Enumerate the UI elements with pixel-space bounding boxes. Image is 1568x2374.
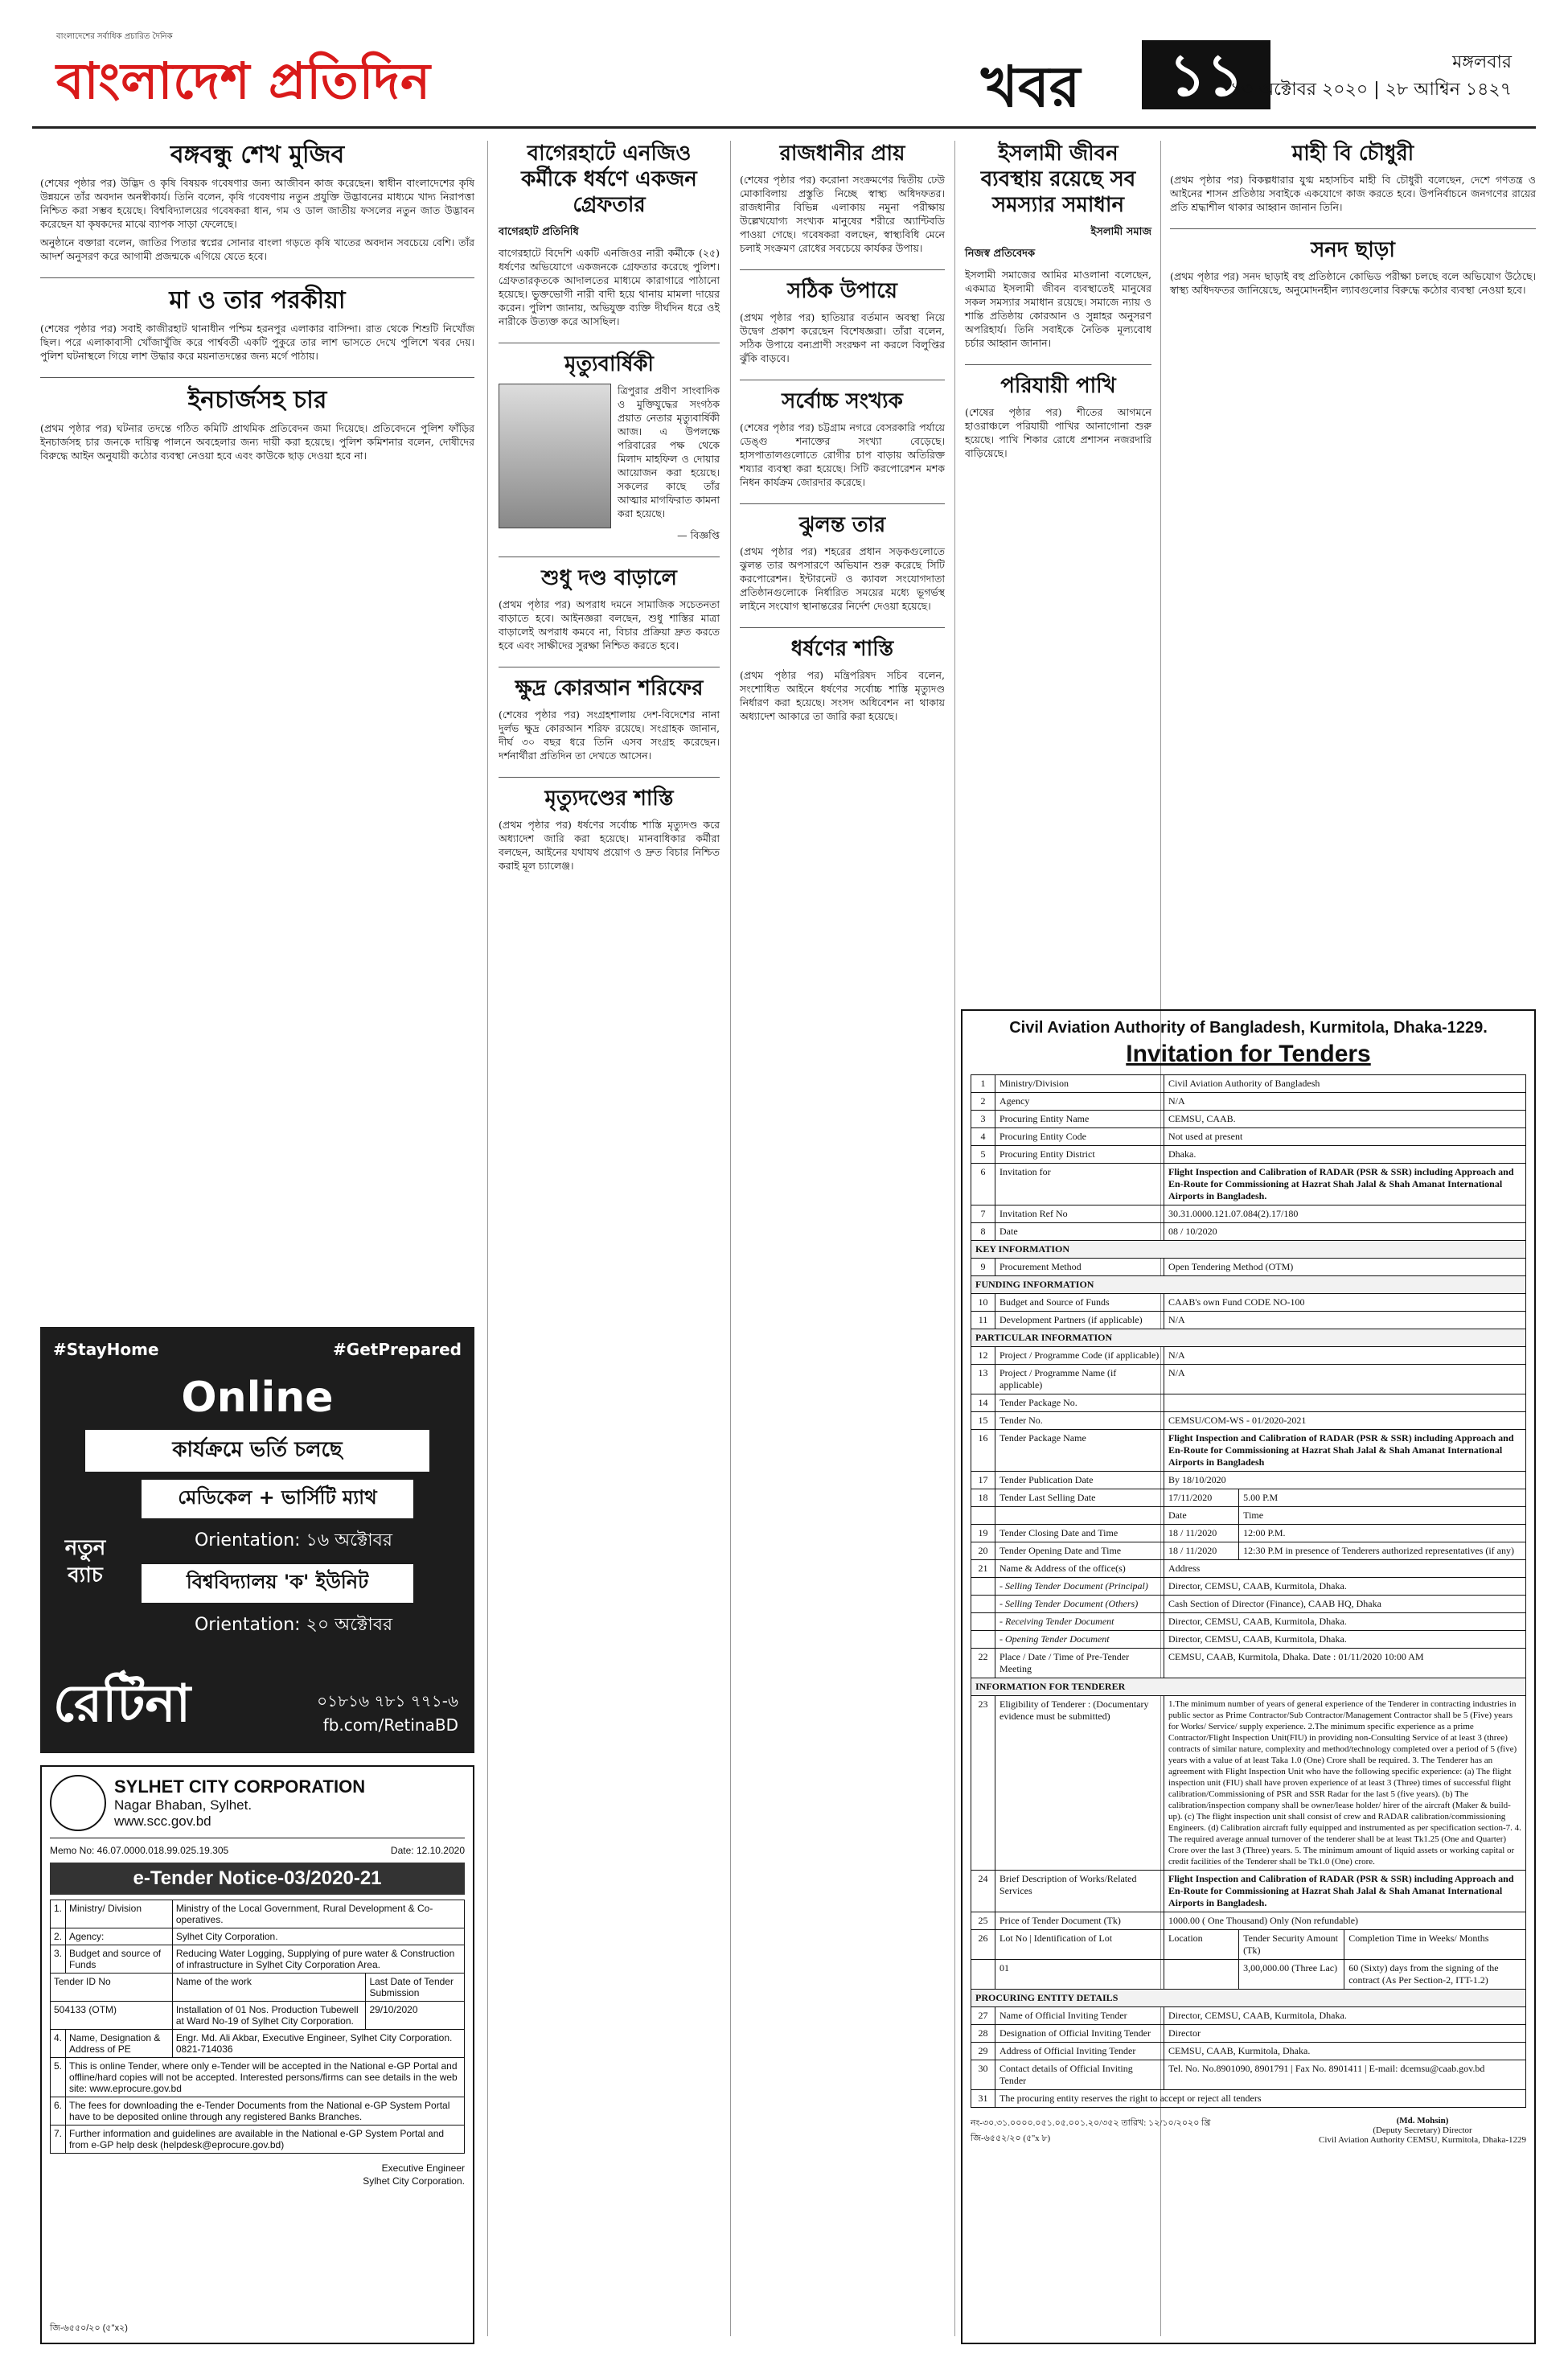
row-value: Sylhet City Corporation. xyxy=(172,1928,464,1945)
row-value: CEMSU/COM-WS - 01/2020-2021 xyxy=(1164,1412,1526,1430)
row-number: 5 xyxy=(971,1146,995,1164)
article-headline[interactable]: বাগেরহাটে এনজিও কর্মীকে ধর্ষণে একজন গ্রেফতার xyxy=(521,142,697,217)
completion-header: Completion Time in Weeks/ Months xyxy=(1344,1930,1526,1960)
divider xyxy=(740,269,945,270)
note: The fees for downloading the e-Tender Documents from the National e-GP System Portal have to be deposited online through any registered Banks Branches. xyxy=(66,2097,465,2126)
table-row xyxy=(971,1223,1526,1241)
table-row xyxy=(51,2002,465,2030)
office-address: Cash Section of Director (Finance), CAAB HQ, Dhaka xyxy=(1164,1596,1526,1613)
sylhet-tender-notice xyxy=(40,1765,474,2344)
row-label: Name, Designation & Address of PE xyxy=(66,2030,173,2058)
row-value: CEMSU, CAAB. xyxy=(1164,1111,1526,1128)
signer-title: (Deputy Secretary) Director xyxy=(1373,2126,1472,2135)
row-number: 4 xyxy=(971,1128,995,1146)
article-body: (শেষের পৃষ্ঠার পর) করোনা সংক্রমণের দ্বিতীয় ঢেউ মোকাবিলায় প্রস্তুতি নিচ্ছে স্বাস্থ্য অধিদফতর। রাজধানীর বিভিন্ন এলাকায় নমুনা পরীক্ষায় উল্লেখযোগ্য সংখ্যক মানুষের শরীরে অ্যান্টিবডি পাওয়া গেছে। গবেষকরা বলছেন, স্বাস্থ্যবিধি মেনে চলাই সংক্রমণ রোধের সবচেয়ে কার্যকর উপায়। xyxy=(740,174,945,254)
table-row xyxy=(971,1093,1526,1111)
reference-number: নং-৩০.৩১.০০০০.০৫১.০৫.০০১.২০/৩৫২ তারিখ: ১২/১০/২০২০ খ্রি xyxy=(971,2118,1211,2128)
office-label: - Selling Tender Document (Principal) xyxy=(995,1578,1164,1596)
row-value: Open Tendering Method (OTM) xyxy=(1164,1259,1526,1276)
article-headline[interactable]: সর্বোচ্চ সংখ্যক xyxy=(782,389,903,413)
section-heading: PROCURING ENTITY DETAILS xyxy=(971,1990,1526,2007)
table-row xyxy=(971,1507,1526,1525)
row-label: Procuring Entity District xyxy=(995,1146,1164,1164)
divider xyxy=(740,503,945,504)
row-value: N/A xyxy=(1164,1312,1526,1329)
tender-id: 504133 (OTM) xyxy=(51,2002,173,2030)
row-number: 2. xyxy=(51,1928,66,1945)
table-row xyxy=(971,1631,1526,1649)
row-value: Flight Inspection and Calibration of RADAR (PSR & SSR) including Approach and En-Route for Commissioning at Hazrat Shah Jalal & Shah Amanat International Airports in Bangladesh. xyxy=(1164,1164,1526,1205)
article-punishment[interactable] xyxy=(499,565,720,652)
table-row: 24 Brief Description of Works/Related Services Flight Inspection and Calibration of RADAR (PSR & SSR) including Approach and En-Route for Commissioning at Hazrat Shah Jalal & Shah Amanat International Airports in Bangladesh. xyxy=(971,1871,1526,1912)
article-headline[interactable]: রাজধানীর প্রায় xyxy=(779,142,905,166)
table-row: 21 Name & Address of the office(s) Address xyxy=(971,1560,1526,1578)
signer-title: Executive Engineer xyxy=(381,2162,465,2174)
article-body: (প্রথম পৃষ্ঠার পর) বিকল্পধারার যুগ্ম মহাসচিব মাহী বি চৌধুরী বলেছেন, দেশে গণতন্ত্র ও আইনের শাসন প্রতিষ্ঠায় সবাইকে একযোগে কাজ করতে হবে। উপনির্বাচনে জনগণের রায়ের প্রতি শ্রদ্ধাশীল থাকার আহ্বান জানান তিনি। xyxy=(1170,174,1536,213)
section-row xyxy=(971,1990,1526,2007)
row-label: Designation of Official Inviting Tender xyxy=(995,2025,1164,2043)
article-byline: বাগেরহাট প্রতিনিধি xyxy=(499,226,579,238)
hashtag-getprepared: #GetPrepared xyxy=(333,1340,462,1359)
table-row: 12 Project / Programme Code (if applicable) N/A xyxy=(971,1347,1526,1365)
table-row: 4. Name, Designation & Address of PE Engr. Md. Ali Akbar, Executive Engineer, Sylhet City Corporation. 0821-714036 xyxy=(51,2030,465,2058)
article-quran[interactable] xyxy=(499,676,720,762)
row-label: Address of Official Inviting Tender xyxy=(995,2043,1164,2060)
reservation-note: The procuring entity reserves the right to accept or reject all tenders xyxy=(995,2090,1526,2108)
table-row xyxy=(971,1578,1526,1596)
article-capital[interactable] xyxy=(740,141,945,255)
security-header: Tender Security Amount (Tk) xyxy=(1239,1930,1344,1960)
row-label: Agency: xyxy=(66,1928,173,1945)
row-label: Procuring Entity Code xyxy=(995,1128,1164,1146)
row-label: Name of Official Inviting Tender xyxy=(995,2007,1164,2025)
row-number: 3 xyxy=(971,1111,995,1128)
hashtag-stayhome: #StayHome xyxy=(53,1340,159,1359)
signer-org: Civil Aviation Authority CEMSU, Kurmitola, Dhaka-1229 xyxy=(1319,2135,1526,2145)
tender-last-date: 29/10/2020 xyxy=(366,2002,465,2030)
column-2 xyxy=(499,141,720,887)
org-address: Nagar Bhaban, Sylhet. xyxy=(114,1797,252,1813)
article-migratory-birds[interactable] xyxy=(965,373,1151,460)
caab-title: Invitation for Tenders xyxy=(1126,1041,1371,1067)
caab-org: Civil Aviation Authority of Bangladesh, Kurmitola, Dhaka-1229. xyxy=(1009,1019,1488,1037)
row-value: 1000.00 ( One Thousand) Only (Non refundable) xyxy=(1164,1912,1526,1930)
note: This is online Tender, where only e-Tender will be accepted in the National e-GP Portal and offline/hard copies will not be accepted. Interested persons/firms can see details in the web site: www.eprocure.gov.bd xyxy=(66,2058,465,2097)
section-title: খবর xyxy=(981,54,1081,120)
row-label: Tender Publication Date xyxy=(995,1472,1164,1489)
ad-admission-label: কার্যক্রমে ভর্তি চলছে xyxy=(85,1430,429,1472)
article-body: (প্রথম পৃষ্ঠার পর) সনদ ছাড়াই বহু প্রতিষ্ঠানে কোভিড পরীক্ষা চলছে বলে অভিযোগ উঠেছে। স্বাস্থ্য অধিদফতর জানিয়েছে, অনুমোদনহীন ল্যাবগুলোর বিরুদ্ধে কঠোর ব্যবস্থা নেওয়া হবে। xyxy=(1170,270,1536,296)
table-row xyxy=(971,1613,1526,1631)
article-mahi[interactable] xyxy=(1170,141,1536,214)
city-corporation-seal-icon xyxy=(50,1775,106,1831)
row-value: 18 / 11/2020 xyxy=(1164,1525,1239,1542)
row-number: 1. xyxy=(51,1900,66,1928)
tender-work: Installation of 01 Nos. Production Tubewell at Ward No-19 of Sylhet City Corporation. xyxy=(172,2002,366,2030)
article-body: (শেষের পৃষ্ঠার পর) চট্টগ্রাম নগরে বেসরকারি পর্যায়ে ডেঙ্গু শনাক্তের সংখ্যা বেড়েছে। হাসপাতালগুলোতে রোগীর চাপ বাড়ায় অতিরিক্ত শয্যার ব্যবস্থা করা হয়েছে। সিটি করপোরেশন মশক নিধন কার্যক্রম জোরদার করেছে। xyxy=(740,421,945,488)
article-incharge[interactable] xyxy=(40,386,474,462)
article-headline[interactable]: ঝুলন্ত তার xyxy=(798,513,886,537)
article-headline[interactable]: সনদ ছাড়া xyxy=(1311,238,1395,262)
article-headline[interactable]: ধর্ষণের শাস্তি xyxy=(790,637,894,661)
article-body: (প্রথম পৃষ্ঠার পর) ধর্ষণের সর্বোচ্চ শাস্তি মৃত্যুদণ্ড করে অধ্যাদেশ জারি করা হয়েছে। মানবাধিকার কর্মীরা বলছেন, আইনের যথাযথ প্রয়োগ ও দ্রুত বিচার নিশ্চিত করাই মূল চ্যালেঞ্জ। xyxy=(499,819,720,872)
row-label: Tender No. xyxy=(995,1412,1164,1430)
article-body: অনুষ্ঠানে বক্তারা বলেন, জাতির পিতার স্বপ্নের সোনার বাংলা গড়তে কৃষি খাতের অবদান সবচেয়ে বেশি। তাঁর আদর্শ অনুসরণ করে আগামী প্রজন্মকে এগিয়ে যেতে হবে। xyxy=(40,236,474,262)
col-header-date: Date xyxy=(1164,1507,1239,1525)
eligibility-text: 1.The minimum number of years of general experience of the Tenderer in contracting industries in public sector as Prime Contractor/Sub Contractor/Management Contractor shall be 5 (Five) years for Works/ Service/ supply experience. 2.The minimum specific experience as a prime Contractor/Flight Inspection Unit(FIU) in providing non-Consulting Service of at least 3 (three) contracts of similar nature, complexity and method/technology completed over a period of 5 (five) years with a value of at least Taka 1.0 (One) Crore shall be required. 3. The Tenderer has an agreement with Flight Inspection Unit who have the following specific experience: (a) The flight inspection unit (FIU) shall have proven experience of at least 3 (Three) times of successful flight calibration/Commissioning of PSR and SSR Radar for the last 5 (five years). (b) The calibration/inspection company shall be owner/lease holder/ hirer of the aircraft (Maker & build-up). (c) The flight inspection unit shall consist of crew and RADAR calibration/commissioning Engineers. (d) Calibration aircraft fully equipped and instrumented as per specification section-7. 4. The required average annual turnover of the tenderer shall be at least Tk1.25 (One and Quarter) Crore over the last 3 (Three) years. 5. The minimum amount of liquid assets or working capital or credit facilities of the Tenderer shall be Tk1.0 (One) crore. xyxy=(1164,1696,1526,1871)
row-time: 12:00 P.M. xyxy=(1239,1525,1526,1542)
article-highest-number[interactable] xyxy=(740,388,945,489)
org-website[interactable]: www.scc.gov.bd xyxy=(114,1813,211,1829)
article-body: (প্রথম পৃষ্ঠার পর) মন্ত্রিপরিষদ সচিব বলেন, সংশোধিত আইনে ধর্ষণের সর্বোচ্চ শাস্তি মৃত্যুদণ্ড নির্ধারণ করা হয়েছে। সংসদ অধিবেশন না থাকায় অধ্যাদেশ আকারে তা জারি করা হয়েছে। xyxy=(740,669,945,722)
signer-org: Sylhet City Corporation. xyxy=(363,2175,465,2187)
section-heading: KEY INFORMATION xyxy=(971,1241,1526,1259)
table-row: 23 Eligibility of Tenderer : (Documentary evidence must be submitted) 1.The minimum number of years of general experience of the Tenderer in contracting industries in public sector as Prime Contractor/Sub Contractor/Management Contractor shall be 5 (Five) years for Works/ Service/ supply experience. 2.The minimum specific experience as a prime Contractor/Flight Inspection Unit(FIU) in providing non-Consulting Service of at least 3 (three) contracts of similar nature, complexity and method/technology completed over a period of 5 (five) years with a value of at least Taka 1.0 (One) Crore shall be required. 3. The Tenderer has an agreement with Flight Inspection Unit who have the following specific experience: (a) The flight inspection unit (FIU) shall have proven experience of at least 3 (Three) times of successful flight calibration/Commissioning of PSR and SSR Radar for the last 5 (five years). (b) The calibration/inspection company shall be owner/lease holder/ hirer of the aircraft (Maker & build-up). (c) The flight inspection unit shall consist of crew and RADAR calibration/commissioning Engineers. (d) Calibration aircraft fully equipped and instrumented as per specification section-7. 4. The required average annual turnover of the tenderer shall be at least Tk1.25 (One and Quarter) Crore over the last 3 (Three) years. 5. The minimum amount of liquid assets or working capital or credit facilities of the Tenderer shall be Tk1.0 (One) crore. xyxy=(971,1696,1526,1871)
row-number: 1 xyxy=(971,1075,995,1093)
article-bangabandhu[interactable] xyxy=(40,141,474,263)
article-body: বাগেরহাটে বিদেশি একটি এনজিওর নারী কর্মীকে (২৫) ধর্ষণের অভিযোগে একজনকে গ্রেফতার করেছে পুলিশ। গ্রেফতারকৃতকে আদালতের মাধ্যমে কারাগারে পাঠানো হয়েছে। ভুক্তভোগী নারী বাদী হয়ে থানায় মামলা দায়ের করেন। পুলিশ জানায়, অভিযুক্ত ব্যক্তি দীর্ঘদিন ধরে ওই নারীকে উত্যক্ত করে আসছিল। xyxy=(499,247,720,327)
ad-phone[interactable]: ০১৮১৬ ৭৮১ ৭৭১-৬ xyxy=(317,1691,458,1711)
caab-tender-notice xyxy=(961,1009,1536,2344)
ad-orientation-2: Orientation: ২০ অক্টোবর xyxy=(194,1615,393,1635)
col-header-id: Tender ID No xyxy=(51,1974,173,2002)
retina-ad[interactable] xyxy=(40,1327,474,1753)
table-row: 20 Tender Opening Date and Time 18 / 11/2020 12:30 P.M in presence of Tenderers authorized representatives (if any) xyxy=(971,1542,1526,1560)
article-headline[interactable]: মা ও তার পরকীয়া xyxy=(169,286,346,314)
ad-online-title: Online xyxy=(181,1374,334,1422)
article-subhead: ইসলামী সমাজ xyxy=(1090,226,1151,238)
row-value: Engr. Md. Ali Akbar, Executive Engineer, Sylhet City Corporation. 0821-714036 xyxy=(172,2030,464,2058)
table-row: 15 Tender No. CEMSU/COM-WS - 01/2020-2021 xyxy=(971,1412,1526,1430)
table-row: 31 The procuring entity reserves the right to accept or reject all tenders xyxy=(971,2090,1526,2108)
row-label: Tender Opening Date and Time xyxy=(995,1542,1164,1560)
lot-number: 01 xyxy=(995,1960,1164,1990)
row-number: 2 xyxy=(971,1093,995,1111)
section-row xyxy=(971,1329,1526,1347)
divider xyxy=(40,277,474,278)
table-row: 10 Budget and Source of Funds CAAB's own Fund CODE NO-100 xyxy=(971,1294,1526,1312)
row-value: CEMSU, CAAB, Kurmitola, Dhaka. Date : 01/11/2020 10:00 AM xyxy=(1164,1649,1526,1678)
masthead-tagline: বাংলাদেশের সর্বাধিক প্রচারিত দৈনিক xyxy=(56,32,173,41)
row-label: Agency xyxy=(995,1093,1164,1111)
row-label: Tender Last Selling Date xyxy=(995,1489,1164,1507)
article-islamic-life[interactable] xyxy=(965,141,1151,350)
row-value: Civil Aviation Authority of Bangladesh xyxy=(1164,1075,1526,1093)
row-label: Contact details of Official Inviting Tender xyxy=(995,2060,1164,2090)
table-row xyxy=(971,1596,1526,1613)
row-value: CEMSU, CAAB, Kurmitola, Dhaka. xyxy=(1164,2043,1526,2060)
row-label: Tender Package Name xyxy=(995,1430,1164,1472)
org-name: SYLHET CITY CORPORATION xyxy=(114,1776,366,1797)
table-row: 11 Development Partners (if applicable) N/A xyxy=(971,1312,1526,1329)
article-body: (শেষের পৃষ্ঠার পর) শীতের আগমনে হাওরাঞ্চলে পরিযায়ী পাখির আনাগোনা শুরু হয়েছে। পাখি শিকার রোধে প্রশাসন নজরদারি বাড়িয়েছে। xyxy=(965,406,1151,459)
column-5 xyxy=(1170,141,1536,311)
article-body: (প্রথম পৃষ্ঠার পর) অপরাধ দমনে সামাজিক সচেতনতা বাড়াতে হবে। আইনজ্ঞরা বলছেন, শুধু শাস্তির মাত্রা বাড়ালেই অপরাধ কমবে না, বিচার প্রক্রিয়া দ্রুত করতে হবে এবং সাক্ষীদের সুরক্ষা নিশ্চিত করতে হবে। xyxy=(499,598,720,651)
row-number: 3. xyxy=(51,1945,66,1974)
caab-footer xyxy=(971,2116,1526,2146)
location-header: Location xyxy=(1164,1930,1239,1960)
lot-header: Lot No xyxy=(999,1932,1028,1944)
row-label: Budget and Source of Funds xyxy=(995,1294,1164,1312)
portrait-photo xyxy=(499,384,611,528)
article-body: (শেষের পৃষ্ঠার পর) সংগ্রহশালায় দেশ-বিদেশের নানা দুর্লভ ক্ষুদ্র কোরআন শরিফ রয়েছে। সংগ্রাহক জানান, দীর্ঘ ৩০ বছর ধরে তিনি এসব সংগ্রহ করেছেন। দর্শনার্থীরা প্রতিদিন তা দেখতে আসেন। xyxy=(499,709,720,762)
row-value: 08 / 10/2020 xyxy=(1164,1223,1526,1241)
table-row: 14 Tender Package No. xyxy=(971,1394,1526,1412)
obituary-sign: — বিজ্ঞপ্তি xyxy=(677,529,720,541)
row-label: Project / Programme Code (if applicable) xyxy=(995,1347,1164,1365)
office-label: - Receiving Tender Document xyxy=(995,1613,1164,1631)
table-row xyxy=(971,1164,1526,1205)
ad-course-medical: মেডিকেল + ভার্সিটি ম্যাথ xyxy=(142,1480,413,1518)
article-headline[interactable]: মৃত্যুবার্ষিকী xyxy=(564,352,654,376)
article-bagerhat[interactable] xyxy=(499,141,720,328)
table-row: 7. Further information and guidelines are available in the National e-GP System Portal and from e-GP help desk (helpdesk@eprocure.gov.bd) xyxy=(51,2126,465,2154)
row-value: Tel. No. No.8901090, 8901791 | Fax No. 8901411 | E-mail: dcemsu@caab.gov.bd xyxy=(1164,2060,1526,2090)
divider xyxy=(965,364,1151,365)
table-header-row xyxy=(51,1974,465,2002)
row-value: 30.31.0000.121.07.084(2).17/180 xyxy=(1164,1205,1526,1223)
article-body: (প্রথম পৃষ্ঠার পর) ঘটনার তদন্তে গঠিত কমিটি প্রাথমিক প্রতিবেদন জমা দিয়েছে। প্রতিবেদনে পুলিশ ফাঁড়ির ইনচার্জসহ চার জনকে দায়িত্ব পালনে অবহেলার জন্য দায়ী করা হয়েছে। পুলিশ কমিশনার বলেন, দোষীদের বিরুদ্ধে আইন অনুযায়ী কঠোর ব্যবস্থা নেওয়া হবে এবং কাউকে ছাড় দেওয়া হবে না। xyxy=(40,422,474,462)
article-death-penalty[interactable] xyxy=(499,786,720,873)
row-label: Project / Programme Name (if applicable) xyxy=(995,1365,1164,1394)
row-value: Not used at present xyxy=(1164,1128,1526,1146)
article-mother[interactable] xyxy=(40,286,474,363)
article-rape-punishment[interactable] xyxy=(740,636,945,723)
row-label: Invitation Ref No xyxy=(995,1205,1164,1223)
row-value: Director, CEMSU, CAAB, Kurmitola, Dhaka. xyxy=(1164,2007,1526,2025)
date-string: ১৩ অক্টোবর ২০২০ | ২৮ আশ্বিন ১৪২৭ xyxy=(1229,80,1512,100)
column-divider xyxy=(730,141,731,2336)
article-body: ত্রিপুরার প্রবীণ সাংবাদিক ও মুক্তিযুদ্ধের সংগঠক প্রয়াত নেতার মৃত্যুবার্ষিকী আজ। এ উপলক্ষে পরিবারের পক্ষ থেকে মিলাদ মাহফিল ও দোয়ার আয়োজন করা হয়েছে। সকলের কাছে তাঁর আত্মার মাগফিরাত কামনা করা হয়েছে। xyxy=(618,384,720,520)
article-headline[interactable]: ইনচার্জসহ চার xyxy=(187,386,327,414)
section-row xyxy=(971,1241,1526,1259)
row-value: N/A xyxy=(1164,1347,1526,1365)
table-row: 18 Tender Last Selling Date 17/11/2020 5.00 P.M xyxy=(971,1489,1526,1507)
tender-banner: e-Tender Notice-03/2020-21 xyxy=(50,1863,465,1895)
row-value: Flight Inspection and Calibration of RADAR (PSR & SSR) including Approach and En-Route for Commissioning at Hazrat Shah Jalal & Shah Amanat International Airports in Bangladesh. xyxy=(1164,1871,1526,1912)
row-label: Invitation for xyxy=(995,1164,1164,1205)
ad-contact xyxy=(317,1689,458,1737)
table-row: 13 Project / Programme Name (if applicable) N/A xyxy=(971,1365,1526,1394)
row-value xyxy=(1164,1394,1526,1412)
table-row: 16 Tender Package Name Flight Inspection and Calibration of RADAR (PSR & SSR) including Approach and En-Route for Commissioning at Hazrat Shah Jalal & Shah Amanat International Airports in Bangladesh xyxy=(971,1430,1526,1472)
signoff xyxy=(50,2162,465,2187)
table-row: 27 Name of Official Inviting Tender Director, CEMSU, CAAB, Kurmitola, Dhaka. xyxy=(971,2007,1526,2025)
row-time: 12:30 P.M in presence of Tenderers authorized representatives (if any) xyxy=(1239,1542,1526,1560)
table-row: 5. This is online Tender, where only e-Tender will be accepted in the National e-GP Portal and offline/hard copies will not be accepted. Interested persons/firms can see details in the web site: www.eprocure.gov.bd xyxy=(51,2058,465,2097)
newspaper-logo[interactable]: বাংলাদেশ প্রতিদিন xyxy=(56,51,431,110)
table-row xyxy=(971,1146,1526,1164)
row-label: Procuring Entity Name xyxy=(995,1111,1164,1128)
divider xyxy=(740,627,945,628)
article-body: (প্রথম পৃষ্ঠার পর) হাতিয়ার বর্তমান অবস্থা নিয়ে উদ্বেগ প্রকাশ করেছেন বিশেষজ্ঞরা। তাঁরা বলেন, সঠিক উপায়ে বন্যপ্রাণী সংরক্ষণ না করলে বিলুপ্তির ঝুঁকি বাড়বে। xyxy=(740,311,945,364)
sylhet-header xyxy=(50,1775,465,1838)
article-byline: নিজস্ব প্রতিবেদক xyxy=(965,248,1036,260)
row-label: Date xyxy=(995,1223,1164,1241)
row-value: By 18/10/2020 xyxy=(1164,1472,1526,1489)
row-value: Reducing Water Logging, Supplying of pure water & Construction of infrastructure in Sylhet City Corporation Area. xyxy=(172,1945,464,1974)
row-time: 5.00 P.M xyxy=(1239,1489,1526,1507)
office-address: Director, CEMSU, CAAB, Kurmitola, Dhaka. xyxy=(1164,1631,1526,1649)
divider xyxy=(1170,228,1536,229)
ad-code: জি-৬৫৫০/২০ (৫''x২) xyxy=(50,2323,128,2333)
row-label: Ministry/ Division xyxy=(66,1900,173,1928)
caab-tender-table xyxy=(971,1074,1526,2108)
row-number: 7 xyxy=(971,1205,995,1223)
note: Further information and guidelines are available in the National e-GP System Portal and from e-GP help desk (helpdesk@eprocure.gov.bd) xyxy=(66,2126,465,2154)
row-label: Place / Date / Time of Pre-Tender Meeting xyxy=(995,1649,1164,1678)
row-value: CAAB's own Fund CODE NO-100 xyxy=(1164,1294,1526,1312)
row-label: Name & Address of the office(s) xyxy=(995,1560,1164,1578)
masthead xyxy=(32,16,1536,129)
section-heading: INFORMATION FOR TENDERER xyxy=(971,1678,1526,1696)
row-value: Director xyxy=(1164,2025,1526,2043)
article-obituary[interactable] xyxy=(499,351,720,542)
table-row: 30 Contact details of Official Inviting Tender Tel. No. No.8901090, 8901791 | Fax No. 8901411 | E-mail: dcemsu@caab.gov.bd xyxy=(971,2060,1526,2090)
completion-time: 60 (Sixty) days from the signing of the contract (As Per Section-2, ITT-1.2) xyxy=(1344,1960,1526,1990)
col-header-work: Name of the work xyxy=(172,1974,366,2002)
table-row: 6. The fees for downloading the e-Tender Documents from the National e-GP System Portal have to be deposited online through any registered Banks Branches. xyxy=(51,2097,465,2126)
table-row: 26 Lot No | Identification of Lot Location Tender Security Amount (Tk) Completion Time in Weeks/ Months xyxy=(971,1930,1526,1960)
row-value: 17/11/2020 xyxy=(1164,1489,1239,1507)
page-number: ১১ xyxy=(1142,40,1270,109)
table-row: 22 Place / Date / Time of Pre-Tender Meeting CEMSU, CAAB, Kurmitola, Dhaka. Date : 01/11/2020 10:00 AM xyxy=(971,1649,1526,1678)
table-row: 17 Tender Publication Date By 18/10/2020 xyxy=(971,1472,1526,1489)
table-row xyxy=(971,1075,1526,1093)
article-body: ইসলামী সমাজের আমির মাওলানা বলেছেন, একমাত্র ইসলামী জীবন ব্যবস্থাতেই মানুষের সকল সমস্যার সমাধান রয়েছে। সমাজে ন্যায় ও শান্তি প্রতিষ্ঠায় কোরআন ও সুন্নাহর অনুসরণ অপরিহার্য। তিনি সবাইকে নৈতিক মূল্যবোধ চর্চার আহ্বান জানান। xyxy=(965,269,1151,349)
day-name: মঙ্গলবার xyxy=(1452,52,1512,72)
article-certificate[interactable] xyxy=(1170,237,1536,297)
ad-facebook-link[interactable]: fb.com/RetinaBD xyxy=(322,1715,458,1735)
table-row xyxy=(51,1945,465,1974)
article-headline[interactable]: বঙ্গবন্ধু শেখ মুজিব xyxy=(170,141,345,169)
column-1 xyxy=(40,141,474,477)
row-label: Ministry/Division xyxy=(995,1075,1164,1093)
ad-code: জি-৬৫৫২/২০ (৫''x ৮) xyxy=(971,2134,1051,2143)
section-heading: PARTICULAR INFORMATION xyxy=(971,1329,1526,1347)
row-value: Address xyxy=(1164,1560,1526,1578)
row-value: N/A xyxy=(1164,1093,1526,1111)
office-address: Director, CEMSU, CAAB, Kurmitola, Dhaka. xyxy=(1164,1578,1526,1596)
row-value: Flight Inspection and Calibration of RADAR (PSR & SSR) including Approach and En-Route for Commissioning at Hazrat Shah Jalal & Shah Amanat International Airports in Bangladesh xyxy=(1164,1430,1526,1472)
office-label: - Selling Tender Document (Others) xyxy=(995,1596,1164,1613)
ad-new-batch: নতুন ব্যাচ xyxy=(64,1536,106,1587)
memo-row xyxy=(50,1845,465,1856)
table-row xyxy=(971,1111,1526,1128)
table-row: 29 Address of Official Inviting Tender CEMSU, CAAB, Kurmitola, Dhaka. xyxy=(971,2043,1526,2060)
lot-id-header: Identification of Lot xyxy=(1033,1932,1113,1944)
article-headline[interactable]: মাহী বি চৌধুরী xyxy=(1291,142,1414,166)
col-header-time: Time xyxy=(1239,1507,1526,1525)
row-value: 18 / 11/2020 xyxy=(1164,1542,1239,1560)
article-headline[interactable]: ক্ষুদ্র কোরআন শরিফের xyxy=(515,676,704,700)
article-headline[interactable]: শুধু দণ্ড বাড়ালে xyxy=(541,566,677,590)
security-amount: 3,00,000.00 (Three Lac) xyxy=(1239,1960,1344,1990)
article-body: (শেষের পৃষ্ঠার পর) উদ্ভিদ ও কৃষি বিষয়ক গবেষণার জন্য আজীবন কাজ করেছেন। স্বাধীন বাংলাদেশের কৃষি উন্নয়নে তাঁর অবদান অনস্বীকার্য। তিনি বলেন, কৃষি গবেষণায় নতুন প্রযুক্তি উদ্ভাবনের মাধ্যমে খাদ্য নিরাপত্তা নিশ্চিত করা সম্ভব হয়েছে। বিশ্ববিদ্যালয়ের গবেষকরা ধান, গম ও ডাল জাতীয় ফসলের নতুন জাত উদ্ভাবন করেছেন যা কৃষকদের মাঝে ব্যাপক সাড়া ফেলেছে। xyxy=(40,177,474,230)
column-divider xyxy=(487,141,488,2336)
divider xyxy=(499,777,720,778)
ad-course-university: বিশ্ববিদ্যালয় 'ক' ইউনিট xyxy=(142,1564,413,1603)
article-headline[interactable]: মৃত্যুদণ্ডের শাস্তি xyxy=(544,787,674,811)
column-divider xyxy=(954,141,955,2336)
article-headline[interactable]: ইসলামী জীবন ব্যবস্থায় রয়েছে সব সমস্যার সমাধান xyxy=(980,142,1136,217)
office-label: - Opening Tender Document xyxy=(995,1631,1164,1649)
table-row: 9 Procurement Method Open Tendering Method (OTM) xyxy=(971,1259,1526,1276)
article-hanging-wire[interactable] xyxy=(740,512,945,613)
article-headline[interactable]: সঠিক উপায়ে xyxy=(787,279,897,303)
row-label: Price of Tender Document (Tk) xyxy=(995,1912,1164,1930)
row-value: Ministry of the Local Government, Rural Development & Co-operatives. xyxy=(172,1900,464,1928)
section-heading: FUNDING INFORMATION xyxy=(971,1276,1526,1294)
article-body: (প্রথম পৃষ্ঠার পর) শহরের প্রধান সড়কগুলোতে ঝুলন্ত তার অপসারণে অভিযান শুরু করেছে সিটি করপোরেশন। ইন্টারনেট ও ক্যাবল সংযোগদাতা প্রতিষ্ঠানগুলোকে নির্ধারিত সময়ের মধ্যে ভূগর্ভস্থ লাইনে সংযোগ স্থানান্তরের নির্দেশ দেওয়া হয়েছে। xyxy=(740,545,945,612)
sylhet-tender-table xyxy=(50,1900,465,2154)
ad-tags xyxy=(53,1340,462,1359)
article-body: (শেষের পৃষ্ঠার পর) সবাই কাজীরহাট থানাধীন পশ্চিম হরনপুর এলাকার বাসিন্দা। রাত থেকে শিশুটি নিখোঁজ ছিল। পরে এলাকাবাসী খোঁজাখুঁজি করে পার্শ্ববর্তী একটি পুকুরে তার লাশ ভাসতে দেখে পুলিশে খবর দেয়। পুলিশ ঘটনাস্থলে গিয়ে লাশ উদ্ধার করে ময়নাতদন্তের জন্য মর্গে পাঠায়। xyxy=(40,322,474,362)
row-label: Tender Closing Date and Time xyxy=(995,1525,1164,1542)
table-row xyxy=(971,1128,1526,1146)
article-proper-way[interactable] xyxy=(740,278,945,365)
section-row xyxy=(971,1276,1526,1294)
memo-number: Memo No: 46.07.0000.018.99.025.19.305 xyxy=(50,1845,229,1856)
memo-date: Date: 12.10.2020 xyxy=(390,1845,465,1856)
row-label: Eligibility of Tenderer : (Documentary evidence must be submitted) xyxy=(995,1696,1164,1871)
row-label: Development Partners (if applicable) xyxy=(995,1312,1164,1329)
row-value: Dhaka. xyxy=(1164,1146,1526,1164)
column-4 xyxy=(965,141,1151,474)
table-row xyxy=(51,1928,465,1945)
row-label: Procurement Method xyxy=(995,1259,1164,1276)
row-number: 8 xyxy=(971,1223,995,1241)
row-number: 6 xyxy=(971,1164,995,1205)
obituary-box xyxy=(499,384,720,528)
article-headline[interactable]: পরিযায়ী পাখি xyxy=(1000,374,1116,398)
row-label: Brief Description of Works/Related Services xyxy=(995,1871,1164,1912)
signer-name: (Md. Mohsin) xyxy=(1396,2116,1449,2126)
table-row xyxy=(971,1205,1526,1223)
col-header-date: Last Date of Tender Submission xyxy=(366,1974,465,2002)
section-row xyxy=(971,1678,1526,1696)
table-row xyxy=(971,1960,1526,1990)
column-3 xyxy=(740,141,945,737)
ad-orientation-1: Orientation: ১৬ অক্টোবর xyxy=(194,1530,393,1550)
table-row: 19 Tender Closing Date and Time 18 / 11/2020 12:00 P.M. xyxy=(971,1525,1526,1542)
retina-brand-logo: রেটিনা xyxy=(53,1674,191,1734)
row-label: Budget and source of Funds xyxy=(66,1945,173,1974)
table-row: 28 Designation of Official Inviting Tender Director xyxy=(971,2025,1526,2043)
row-label: Tender Package No. xyxy=(995,1394,1164,1412)
divider xyxy=(40,377,474,378)
row-value: N/A xyxy=(1164,1365,1526,1394)
table-row xyxy=(51,1900,465,1928)
office-address: Director, CEMSU, CAAB, Kurmitola, Dhaka. xyxy=(1164,1613,1526,1631)
table-row: 25 Price of Tender Document (Tk) 1000.00 ( One Thousand) Only (Non refundable) xyxy=(971,1912,1526,1930)
